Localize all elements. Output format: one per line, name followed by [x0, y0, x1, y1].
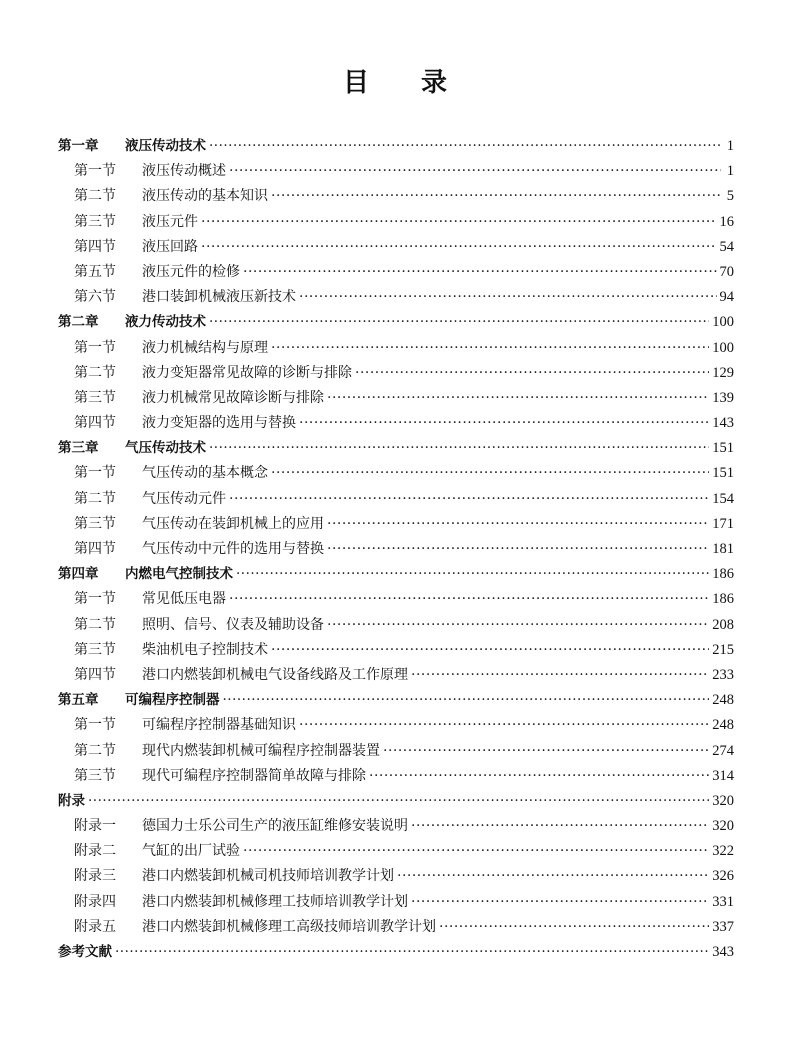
toc-entry-label: 第一节: [74, 465, 116, 482]
toc-page-number: 208: [712, 616, 734, 633]
toc-page-number: 129: [712, 364, 734, 381]
toc-entry-label: 第二节: [74, 490, 116, 507]
toc-entry-label: 第二节: [74, 188, 116, 205]
toc-section-entry[interactable]: [58, 184, 734, 209]
toc-section-entry[interactable]: [58, 285, 734, 310]
toc-entry-title: 港口内燃装卸机械司机技师培训教学计划: [142, 868, 394, 885]
toc-section-entry[interactable]: [58, 210, 734, 235]
toc-page-number: 274: [712, 742, 734, 759]
toc-section-entry[interactable]: [58, 739, 734, 764]
toc-section-entry[interactable]: [58, 386, 734, 411]
toc-entry-title: 液压传动的基本知识: [142, 188, 268, 205]
dot-leader: [411, 663, 709, 688]
toc-entry-label: 第四节: [74, 666, 116, 683]
toc-entry-title: 液力机械常见故障诊断与排除: [142, 389, 324, 406]
toc-entry-title: 德国力士乐公司生产的液压缸维修安装说明: [142, 818, 408, 835]
toc-entry-title: 柴油机电子控制技术: [142, 641, 268, 658]
dot-leader: [327, 386, 709, 411]
toc-entry-title: 港口内燃装卸机械修理工高级技师培训教学计划: [142, 918, 436, 935]
toc-entry-label: 第三节: [74, 213, 116, 230]
toc-entry-label: 附录二: [74, 843, 116, 860]
toc-entry-label: 第三节: [74, 515, 116, 532]
toc-entry-label: 第一节: [74, 339, 116, 356]
toc-entry-label: 第四节: [74, 238, 116, 255]
dot-leader: [355, 361, 709, 386]
toc-entry-label: 第四章: [58, 566, 99, 583]
toc-entry-label: 第五节: [74, 263, 116, 280]
title-char-1: 目: [342, 68, 369, 98]
dot-leader: [299, 285, 717, 310]
toc-page-number: 139: [712, 389, 734, 406]
toc-page-number: 16: [719, 213, 734, 230]
toc-entry-label: 第三章: [58, 440, 99, 457]
toc-page-number: 248: [712, 692, 734, 709]
dot-leader: [327, 537, 709, 562]
toc-entry-title: 照明、信号、仪表及辅助设备: [142, 616, 324, 633]
dot-leader: [271, 461, 709, 486]
toc-chapter-entry[interactable]: [58, 134, 734, 159]
dot-leader: [229, 487, 709, 512]
toc-entry-label: 第二节: [74, 742, 116, 759]
toc-entry-title: 液力机械结构与原理: [142, 339, 268, 356]
toc-entry-label: 第三节: [74, 641, 116, 658]
toc-entry-title: 液力传动技术: [125, 314, 206, 331]
toc-section-entry[interactable]: [58, 512, 734, 537]
toc-section-entry[interactable]: [58, 915, 734, 940]
toc-page-number: 70: [719, 263, 734, 280]
toc-entry-title: 气压传动技术: [125, 440, 206, 457]
dot-leader: [299, 411, 709, 436]
toc-chapter-entry[interactable]: [58, 562, 734, 587]
toc-page-number: 1: [726, 163, 734, 180]
dot-leader: [327, 613, 709, 638]
toc-entry-title: 可编程序控制器基础知识: [142, 717, 296, 734]
toc-entry-label: 附录三: [74, 868, 116, 885]
toc-entry-title: 液压传动概述: [142, 163, 226, 180]
toc-page-number: 320: [712, 792, 734, 809]
toc-section-entry[interactable]: [58, 537, 734, 562]
toc-section-entry[interactable]: [58, 235, 734, 260]
toc-entry-label: 参考文献: [58, 944, 112, 960]
toc-entry-title: 港口内燃装卸机械电气设备线路及工作原理: [142, 666, 408, 683]
dot-leader: [383, 739, 709, 764]
dot-leader: [209, 436, 709, 461]
dot-leader: [411, 890, 709, 915]
toc-entry-label: 第四节: [74, 415, 116, 432]
toc-page-number: 100: [712, 339, 734, 356]
toc-entry-title: 内燃电气控制技术: [125, 566, 233, 583]
toc-page-number: 343: [712, 944, 734, 960]
toc-section-entry[interactable]: [58, 361, 734, 386]
dot-leader: [271, 638, 709, 663]
toc-page-number: 233: [712, 666, 734, 683]
dot-leader: [209, 310, 709, 335]
toc-page-number: 181: [712, 541, 734, 557]
toc-entry-label: 第三节: [74, 767, 116, 784]
dot-leader: [236, 562, 709, 587]
toc-section-entry[interactable]: [58, 764, 734, 789]
dot-leader: [411, 814, 709, 839]
table-of-contents: [58, 134, 734, 965]
toc-entry-title: 气压传动在装卸机械上的应用: [142, 515, 324, 532]
toc-page-number: 154: [712, 490, 734, 507]
toc-page-number: 186: [712, 591, 734, 608]
toc-entry-label: 第二节: [74, 616, 116, 633]
toc-entry-title: 液力变矩器常见故障的诊断与排除: [142, 364, 352, 381]
toc-entry-label: 第一节: [74, 163, 116, 180]
toc-section-entry[interactable]: [58, 814, 734, 839]
toc-entry-title: 港口内燃装卸机械修理工技师培训教学计划: [142, 893, 408, 910]
toc-page-number: 248: [712, 717, 734, 734]
dot-leader: [439, 915, 709, 940]
toc-page-number: 100: [712, 314, 734, 331]
dot-leader: [299, 713, 709, 738]
dot-leader: [243, 839, 709, 864]
dot-leader: [201, 235, 717, 260]
toc-entry-title: 现代内燃装卸机械可编程序控制器装置: [142, 742, 380, 759]
toc-entry-title: 液力变矩器的选用与替换: [142, 415, 296, 432]
toc-entry-label: 第四节: [74, 541, 116, 557]
toc-chapter-entry[interactable]: [58, 789, 734, 814]
toc-entry-title: 气缸的出厂试验: [142, 843, 240, 860]
toc-page-number: 151: [712, 440, 734, 457]
toc-entry-label: 第二章: [58, 314, 99, 331]
toc-entry-label: 第一节: [74, 717, 116, 734]
toc-section-entry[interactable]: [58, 663, 734, 688]
toc-page-number: 322: [712, 843, 734, 860]
toc-section-entry[interactable]: [58, 461, 734, 486]
toc-entry-title: 液压元件: [142, 213, 198, 230]
toc-page-number: 54: [719, 238, 734, 255]
toc-page-number: 143: [712, 415, 734, 432]
toc-entry-label: 第五章: [58, 692, 99, 709]
toc-entry-label: 附录: [58, 792, 85, 809]
toc-page-number: 5: [726, 188, 734, 205]
toc-entry-title: 气压传动的基本概念: [142, 465, 268, 482]
toc-section-entry[interactable]: [58, 159, 734, 184]
toc-entry-title: 气压传动元件: [142, 490, 226, 507]
toc-section-entry[interactable]: [58, 487, 734, 512]
toc-page-number: 94: [719, 289, 734, 306]
dot-leader: [369, 764, 709, 789]
toc-entry-label: 附录四: [74, 893, 116, 910]
toc-chapter-entry[interactable]: [58, 436, 734, 461]
dot-leader: [88, 789, 709, 814]
toc-section-entry[interactable]: [58, 638, 734, 663]
toc-entry-title: 港口装卸机械液压新技术: [142, 289, 296, 306]
toc-page-number: 171: [712, 515, 734, 532]
toc-page-number: 186: [712, 566, 734, 583]
dot-leader: [229, 159, 721, 184]
toc-page-number: 215: [712, 641, 734, 658]
toc-chapter-entry[interactable]: [58, 688, 734, 713]
toc-entry-label: 附录一: [74, 818, 116, 835]
toc-entry-label: 第一节: [74, 591, 116, 608]
dot-leader: [243, 260, 717, 285]
toc-entry-title: 可编程序控制器: [125, 692, 220, 709]
toc-page-number: 151: [712, 465, 734, 482]
toc-entry-label: 第二节: [74, 364, 116, 381]
toc-entry-label: 第三节: [74, 389, 116, 406]
dot-leader: [115, 940, 709, 965]
toc-page-number: 331: [712, 893, 734, 910]
toc-section-entry[interactable]: [58, 411, 734, 436]
toc-page-number: 337: [712, 918, 734, 935]
toc-page-number: 320: [712, 818, 734, 835]
toc-section-entry[interactable]: [58, 890, 734, 915]
dot-leader: [229, 587, 709, 612]
toc-section-entry[interactable]: [58, 336, 734, 361]
toc-entry-label: 附录五: [74, 918, 116, 935]
dot-leader: [397, 864, 709, 889]
toc-entry-title: 气压传动中元件的选用与替换: [142, 541, 324, 557]
toc-page-number: 326: [712, 868, 734, 885]
toc-section-entry[interactable]: [58, 260, 734, 285]
toc-chapter-entry[interactable]: [58, 310, 734, 335]
toc-page-number: 1: [726, 138, 734, 154]
page-title: [0, 66, 790, 100]
toc-section-entry[interactable]: [58, 713, 734, 738]
toc-entry-label: 第一章: [58, 138, 99, 154]
dot-leader: [271, 184, 721, 209]
toc-section-entry[interactable]: [58, 864, 734, 889]
toc-entry-title: 现代可编程序控制器简单故障与排除: [142, 767, 366, 784]
dot-leader: [223, 688, 710, 713]
toc-entry-title: 液压元件的检修: [142, 263, 240, 280]
toc-section-entry[interactable]: [58, 587, 734, 612]
toc-entry-title: 常见低压电器: [142, 591, 226, 608]
toc-section-entry[interactable]: [58, 613, 734, 638]
toc-section-entry[interactable]: [58, 839, 734, 864]
dot-leader: [327, 512, 709, 537]
dot-leader: [209, 134, 721, 159]
toc-entry-title: 液压回路: [142, 238, 198, 255]
toc-entry-title: 液压传动技术: [125, 138, 206, 154]
toc-entry-label: 第六节: [74, 289, 116, 306]
toc-chapter-entry[interactable]: [58, 940, 734, 965]
dot-leader: [271, 336, 709, 361]
title-char-2: 录: [421, 68, 448, 98]
dot-leader: [201, 210, 717, 235]
toc-page-number: 314: [712, 767, 734, 784]
